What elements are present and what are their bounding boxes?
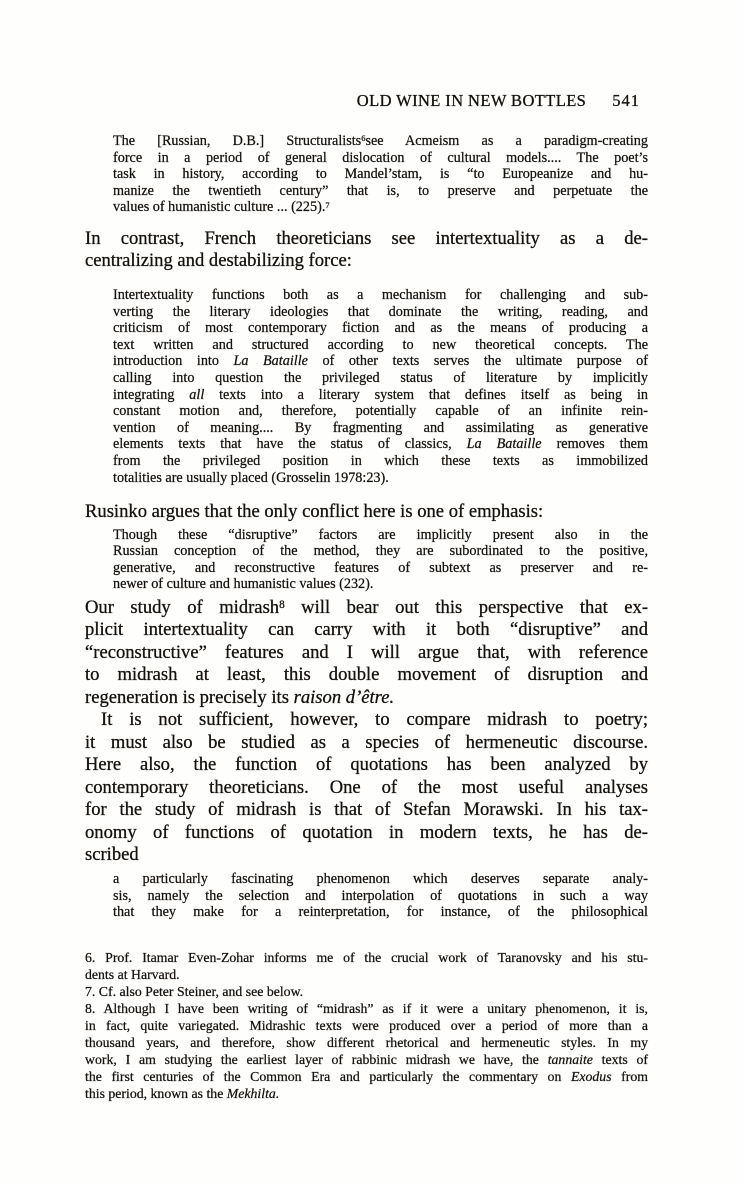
text-line: contemporary theoreticians. One of the most useful analyses: [85, 776, 648, 798]
text-line: totalities are usually placed (Grosselin 1978:23).: [113, 469, 389, 486]
text-line: Russian conception of the method, they are subordinated to the positive,: [113, 543, 648, 560]
text-line: task in history, according to Mandel’stam, is “to Europeanize and hu-: [113, 166, 648, 183]
paragraph: [85, 228, 648, 273]
block-quote: [113, 527, 648, 593]
text-line: thousand years, and therefore, show different rhetorical and hermeneutic styles. In my: [85, 1034, 648, 1050]
text-line: regeneration is precisely its raison d’être.: [85, 686, 395, 708]
text-line: introduction into La Bataille of other texts serves the ultimate purpose of: [113, 353, 648, 370]
text-line: It is not sufficient, however, to compare midrash to poetry;: [101, 709, 648, 731]
footnote-ref: 8: [279, 598, 285, 611]
text-line: sis, namely the selection and interpolation of quotations in such a way: [113, 887, 648, 904]
text-line: values of humanistic culture ... (225).$^7$: [113, 199, 330, 216]
text-line: constant motion and, therefore, potentially capable of an infinite rein-: [113, 403, 648, 420]
text-line: onomy of functions of quotation in modern texts, he has de-: [85, 821, 648, 843]
page-number: 541: [612, 91, 640, 110]
italic-text: raison d’être.: [293, 686, 395, 708]
text-line: dents at Harvard.: [85, 966, 180, 982]
text-line: integrating all texts into a literary system that defines itself as being in: [113, 386, 648, 403]
text-line: criticism of most contemporary fiction and as the means of producing a: [113, 320, 648, 337]
text-line: generative, and reconstructive features of subtext as preserver and re-: [113, 559, 648, 576]
running-title: OLD WINE IN NEW BOTTLES: [356, 91, 587, 110]
text-line: 8. Although I have been writing of “midrash” as if it were a unitary phenomenon, it is,: [85, 1000, 648, 1016]
text-line: force in a period of general dislocation of cultural models.... The poet’s: [113, 149, 648, 166]
text-line: work, I am studying the earliest layer of rabbinic midrash we have, the tannaite texts of: [85, 1051, 649, 1067]
footnote: [85, 949, 648, 983]
text-line: Here also, the function of quotations has been analyzed by: [85, 754, 648, 776]
footnote-ref: 6: [361, 133, 366, 144]
italic-text: tannaite: [547, 1051, 593, 1067]
text-line: a particularly fascinating phenomenon which deserves separate analy-: [113, 870, 648, 887]
text-line: plicit intertextuality can carry with it both “disruptive” and: [85, 619, 648, 641]
text-line: newer of culture and humanistic values (232).: [113, 576, 374, 593]
italic-text: Mekhilta.: [226, 1085, 280, 1101]
italic-text: all: [189, 386, 205, 403]
text-line: centralizing and destabilizing force:: [85, 250, 352, 272]
paragraph: [85, 709, 648, 867]
running-header: [85, 92, 648, 110]
text-line: elements texts that have the status of classics, La Bataille removes them: [113, 436, 648, 453]
text-line: it must also be studied as a species of hermeneutic discourse.: [85, 731, 648, 753]
footnote: [85, 1000, 648, 1102]
text-line: to midrash at least, this double movement of disruption and: [85, 664, 648, 686]
text-line: text written and structured according to new theoretical concepts. The: [113, 336, 648, 353]
block-quote: [113, 287, 648, 486]
text-line: In contrast, French theoreticians see intertextuality as a de-: [85, 227, 648, 249]
text-line: that they make for a reinterpretation, for instance, of the philosophical: [113, 904, 648, 921]
text-line: vention of meaning.... By fragmenting and assimilating as generative: [113, 419, 648, 436]
text-line: from the privileged position in which these texts as immobilized: [113, 452, 648, 469]
italic-text: La Bataille: [466, 436, 542, 453]
text-line: for the study of midrash is that of Stefan Morawski. In his tax-: [85, 799, 648, 821]
text-line: the first centuries of the Common Era and particularly the commentary on Exodus from: [85, 1068, 648, 1084]
footnote-ref: 7: [325, 199, 330, 210]
text-line: manize the twentieth century” that is, to preserve and perpetuate the: [113, 182, 648, 199]
text-line: scribed: [85, 844, 139, 866]
text-line: Rusinko argues that the only conflict here is one of emphasis:: [85, 501, 544, 523]
page-body: [85, 133, 648, 921]
paragraph: [85, 597, 648, 710]
italic-text: La Bataille: [233, 353, 308, 370]
block-quote: [113, 133, 648, 216]
footnotes: [85, 949, 648, 1102]
text-line: Our study of midrash$^8$ will bear out this perspective that ex-: [85, 596, 649, 618]
text-line: Though these “disruptive” factors are implicitly present also in the: [113, 526, 648, 543]
text-line: verting the literary ideologies that dominate the writing, reading, and: [113, 303, 648, 320]
text-line: 6. Prof. Itamar Even-Zohar informs me of the crucial work of Taranovsky and his stu-: [85, 949, 648, 965]
text-line: 7. Cf. also Peter Steiner, and see below.: [85, 983, 304, 999]
italic-text: Exodus: [570, 1068, 612, 1084]
text-line: Intertextuality functions both as a mechanism for challenging and sub-: [113, 286, 648, 303]
paragraph: [85, 501, 648, 524]
block-quote: [113, 871, 648, 921]
text-line: The [Russian, D.B.] Structuralists$^6$see Acmeism as a paradigm-creating: [113, 133, 648, 149]
text-line: this period, known as the Mekhilta.: [85, 1085, 280, 1101]
footnote: [85, 983, 648, 1000]
text-line: in fact, quite variegated. Midrashic texts were produced over a period of more than a: [85, 1017, 648, 1033]
text-line: “reconstructive” features and I will argue that, with reference: [85, 641, 648, 663]
text-line: calling into question the privileged status of literature by implicitly: [113, 369, 648, 386]
